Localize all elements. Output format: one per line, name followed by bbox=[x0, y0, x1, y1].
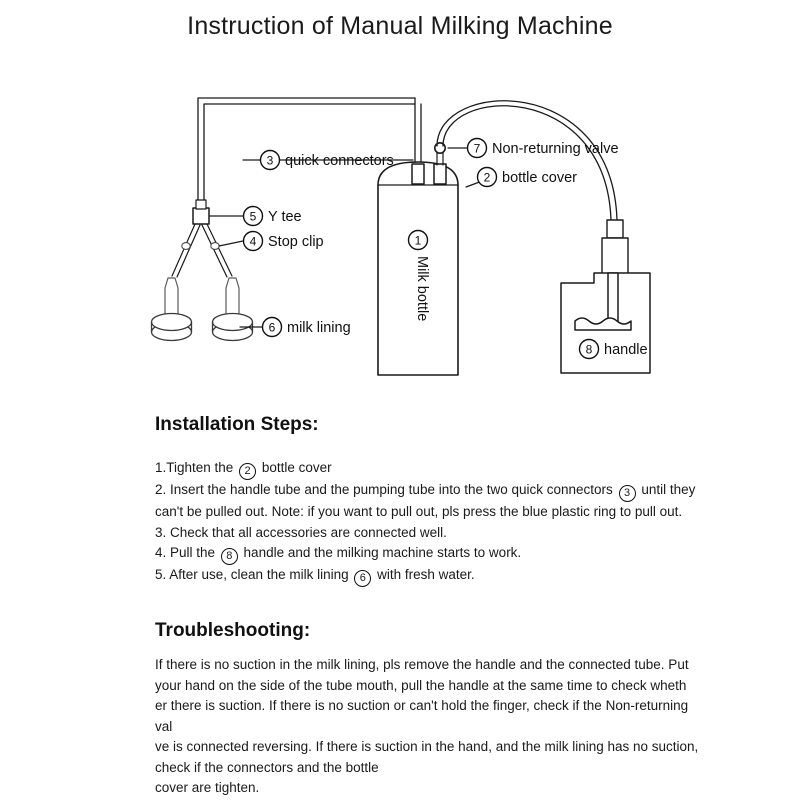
install-step-5 bbox=[155, 565, 715, 587]
callout-5-label: Y tee bbox=[268, 209, 302, 225]
stop-clip-left bbox=[182, 243, 190, 250]
callout-6-label: milk lining bbox=[287, 320, 351, 336]
install-step-1-callout: 2 bbox=[239, 463, 256, 480]
troubleshooting-line: If there is no suction in the milk lining, pls remove the handle and the connected tube. Put bbox=[155, 657, 689, 672]
callout-5-number: 5 bbox=[249, 209, 257, 224]
callout-8 bbox=[580, 340, 648, 359]
callout-8-number: 8 bbox=[585, 342, 593, 357]
troubleshooting-line: ve is connected reversing. If there is suction in the hand, and the milk lining has no suction, bbox=[155, 739, 699, 754]
quick-connector-left bbox=[412, 164, 424, 184]
troubleshooting-body bbox=[155, 655, 707, 799]
lining-tube-right bbox=[202, 224, 232, 277]
page-title: Instruction of Manual Milking Machine bbox=[187, 12, 613, 40]
install-step-4-callout: 8 bbox=[221, 548, 238, 565]
milking-machine-diagram bbox=[0, 60, 800, 400]
callout-1-number: 1 bbox=[414, 233, 422, 248]
callout-7 bbox=[468, 139, 619, 158]
callout-2-number: 2 bbox=[483, 170, 491, 185]
troubleshooting-line: your hand on the side of the tube mouth, pull the handle at the same time to check wheth bbox=[155, 677, 687, 693]
install-step-5-callout: 6 bbox=[354, 570, 371, 587]
callout-4-number: 4 bbox=[249, 234, 257, 249]
install-step-2 bbox=[155, 480, 715, 523]
stop-clip-right bbox=[211, 243, 219, 250]
troubleshooting-heading: Troubleshooting: bbox=[155, 620, 311, 641]
installation-steps-heading: Installation Steps: bbox=[155, 414, 319, 435]
install-step-4 bbox=[155, 543, 715, 565]
install-step-2-callout: 3 bbox=[619, 485, 636, 502]
callout-4-label: Stop clip bbox=[268, 234, 324, 250]
install-step-4-pre: 4. Pull the bbox=[155, 545, 219, 560]
install-step-1-post: bottle cover bbox=[258, 460, 332, 475]
milk-lining-left bbox=[152, 278, 192, 341]
callout-3-label: quick connectors bbox=[285, 153, 394, 169]
troubleshooting-line: er there is suction. If there is no suction or can't hold the finger, check if the Non-returning val bbox=[155, 698, 689, 734]
callout-8-label: handle bbox=[604, 342, 648, 358]
install-step-1 bbox=[155, 458, 715, 480]
callout-7-number: 7 bbox=[473, 141, 481, 156]
install-step-3-pre: 3. Check that all accessories are connected well. bbox=[155, 524, 447, 540]
y-tee-part bbox=[193, 200, 209, 224]
callout-3-number: 3 bbox=[266, 153, 274, 168]
callout-6 bbox=[263, 318, 351, 337]
callout-1-label: Milk bottle bbox=[414, 256, 430, 322]
troubleshooting-line: cover are tighten. bbox=[155, 780, 260, 795]
install-step-4-post: handle and the milking machine starts to work. bbox=[239, 545, 522, 560]
milk-lining-right bbox=[213, 278, 253, 341]
lining-tube-left bbox=[172, 224, 200, 277]
troubleshooting-line: check if the connectors and the bottle bbox=[155, 759, 379, 775]
quick-connector-right bbox=[434, 164, 446, 184]
install-step-3 bbox=[155, 523, 715, 544]
install-step-5-post: with fresh water. bbox=[373, 567, 475, 582]
installation-steps-body bbox=[155, 458, 715, 587]
install-step-2-post: until they can't be pulled out. Note: if you want to pull out, pls press the blue plastic ring to pull out. bbox=[155, 482, 696, 519]
callout-4 bbox=[244, 232, 324, 251]
callout-5 bbox=[244, 207, 302, 226]
handle-arc-tube bbox=[437, 101, 617, 220]
install-step-1-pre: 1.Tighten the bbox=[155, 460, 238, 475]
leader-stop-clip bbox=[219, 241, 243, 246]
install-step-2-pre: 2. Insert the handle tube and the pumping tube into the two quick connectors bbox=[155, 482, 617, 497]
callout-6-number: 6 bbox=[268, 320, 276, 335]
callout-2-label: bottle cover bbox=[502, 170, 577, 186]
callout-7-label: Non-returning valve bbox=[492, 141, 619, 157]
install-step-5-pre: 5. After use, clean the milk lining bbox=[155, 567, 353, 582]
callout-2 bbox=[478, 168, 578, 187]
